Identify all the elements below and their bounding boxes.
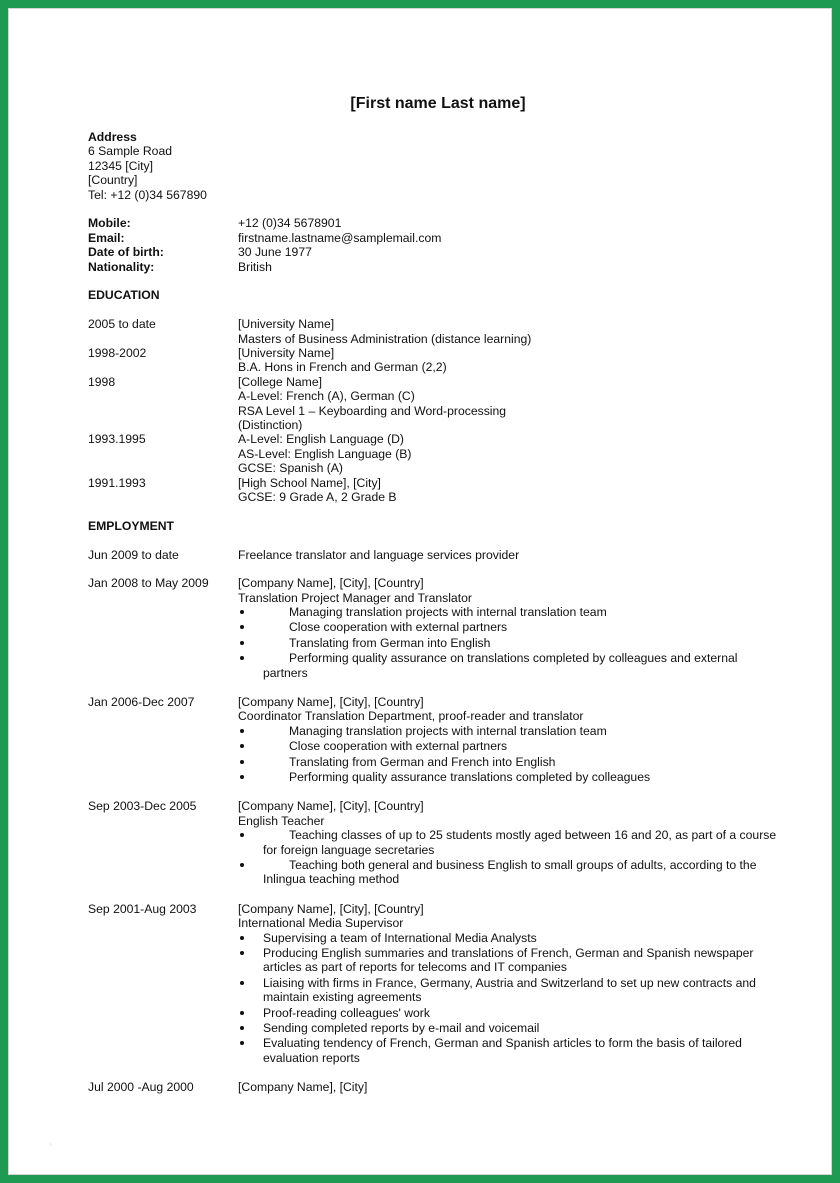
address-line: 12345 [City] [88,158,154,173]
bullet-text: Translating from German into English [289,635,491,650]
employment-details [238,1080,778,1094]
bullet-icon [238,976,263,1005]
bullet-text: Close cooperation with external partners [289,739,508,754]
address-line: [Country] [88,173,138,188]
employment-line: [Company Name], [City] [238,1080,368,1095]
bullet-icon [238,620,263,634]
bullet-icon [238,858,263,887]
education-entry [88,346,778,375]
contact-row [88,260,778,274]
bullet-text: Teaching both general and business English to small groups of adults, according to the Inlingua teaching method [263,858,757,887]
education-entry [88,317,778,346]
contact-row [88,231,778,245]
education-entry [88,375,778,433]
bullet-text: Managing translation projects with internal translation team [289,604,607,619]
bullet-item [238,636,778,650]
bullet-text: Liaising with firms in France, Germany, Austria and Switzerland to set up new contracts and maintain existing agreements [263,975,756,1005]
education-line: (Distinction) [238,418,303,433]
education-details [238,432,778,475]
employment-line: [Company Name], [City], [Country] [238,576,424,591]
education-line: B.A. Hons in French and German (2,2) [238,360,447,375]
education-date: 1993.1995 [88,432,146,447]
bullet-item [238,828,778,857]
bullet-text: Performing quality assurance on translations completed by colleagues and external partners [263,651,738,680]
employment-date: Sep 2001-Aug 2003 [88,901,197,916]
bullet-icon [238,931,263,945]
bullet-icon [238,946,263,975]
resume-content [88,94,778,1109]
contact-label: Nationality: [88,259,155,274]
bullet-item [238,931,778,945]
bullet-icon [238,1036,263,1065]
education-date: 2005 to date [88,317,156,332]
bullet-icon [238,1006,263,1020]
employment-entry [88,576,778,681]
employment-line: International Media Supervisor [238,916,404,931]
bullet-text: Managing translation projects with internal translation team [289,723,607,738]
education-line: [High School Name], [City] [238,475,381,490]
employment-line: [Company Name], [City], [Country] [238,799,424,814]
employment-heading: EMPLOYMENT [88,518,174,533]
bullet-icon [238,1021,263,1035]
education-line: Masters of Business Administration (distance learning) [238,331,532,346]
employment-list [88,548,778,1095]
contact-row [88,216,778,230]
bullet-icon [238,724,263,738]
employment-line: [Company Name], [City], [Country] [238,901,424,916]
education-details [238,346,778,375]
education-details [238,476,778,505]
bullet-item [238,976,778,1005]
employment-details [238,576,778,681]
employment-details [238,695,778,785]
address-block [88,130,778,202]
education-details [238,317,778,346]
employment-details [238,902,778,1066]
employment-date: Jul 2000 -Aug 2000 [88,1080,194,1095]
education-line: [University Name] [238,317,335,332]
employment-date: Jun 2009 to date [88,547,179,562]
contact-label: Mobile: [88,216,131,231]
contact-label: Date of birth: [88,245,164,260]
employment-line: Translation Project Manager and Translator [238,590,472,605]
bullet-icon [238,636,263,650]
bullet-text: Proof-reading colleagues' work [263,1005,430,1020]
contact-value: 30 June 1977 [238,245,312,260]
employment-details [238,799,778,887]
employment-entry [88,548,778,562]
education-date: 1998-2002 [88,346,147,361]
contact-block [88,216,778,274]
employment-line: Coordinator Translation Department, proof-reader and translator [238,709,584,724]
employment-line: Freelance translator and language services provider [238,547,520,562]
address-label: Address [88,130,137,144]
bullet-text: Producing English summaries and translations of French, German and Spanish newspaper articles as part of reports for telecoms and IT companies [263,946,754,975]
bullet-item [238,755,778,769]
contact-value: British [238,259,272,274]
bullet-item [238,605,778,619]
education-details [238,375,778,433]
education-line: GCSE: Spanish (A) [238,461,343,476]
bullet-icon [238,755,263,769]
employment-line: English Teacher [238,813,325,828]
bullet-item [238,770,778,784]
bullet-item [238,651,778,680]
employment-details [238,548,778,562]
education-line: [University Name] [238,346,335,361]
education-line: A-Level: English Language (D) [238,432,404,447]
bullet-text: Sending completed reports by e-mail and voicemail [263,1021,540,1036]
education-list [88,317,778,504]
bullet-item [238,1036,778,1065]
bullet-text: Supervising a team of International Media Analysts [263,930,537,945]
watermark-mark: ◦ [49,1140,52,1149]
bullet-text: Teaching classes of up to 25 students mostly aged between 16 and 20, as part of a course for foreign language secretaries [263,828,777,857]
employment-entry [88,799,778,887]
education-entry [88,476,778,505]
employment-date: Jan 2006-Dec 2007 [88,694,195,709]
contact-row [88,245,778,259]
bullet-item [238,858,778,887]
resume-page [8,8,832,1175]
bullet-icon [238,651,263,680]
education-line: [College Name] [238,374,322,389]
bullet-text: Evaluating tendency of French, German and Spanish articles to form the basis of tailored evaluation reports [263,1036,742,1065]
contact-label: Email: [88,230,125,245]
employment-date: Sep 2003-Dec 2005 [88,799,197,814]
bullet-item [238,620,778,634]
bullet-item [238,1006,778,1020]
bullet-text: Performing quality assurance translations completed by colleagues [289,769,651,784]
bullet-item [238,1021,778,1035]
address-line: 6 Sample Road [88,144,173,159]
education-entry [88,432,778,475]
contact-value: firstname.lastname@samplemail.com [238,230,442,245]
bullet-item [238,739,778,753]
bullet-item [238,946,778,975]
bullet-text: Close cooperation with external partners [289,620,508,635]
employment-date: Jan 2008 to May 2009 [88,576,209,591]
bullet-icon [238,828,263,857]
address-line: Tel: +12 (0)34 567890 [88,187,207,202]
education-line: RSA Level 1 – Keyboarding and Word-processing [238,403,507,418]
bullet-icon [238,770,263,784]
bullet-text: Translating from German and French into English [289,754,556,769]
bullet-icon [238,739,263,753]
education-line: AS-Level: English Language (B) [238,446,412,461]
employment-entry [88,902,778,1066]
education-line: GCSE: 9 Grade A, 2 Grade B [238,490,397,505]
education-heading: EDUCATION [88,288,160,303]
employment-entry [88,695,778,785]
bullet-icon [238,605,263,619]
education-date: 1998 [88,374,116,389]
contact-value: +12 (0)34 5678901 [238,216,342,231]
resume-title: [First name Last name] [350,95,526,112]
education-line: A-Level: French (A), German (C) [238,389,415,404]
employment-line: [Company Name], [City], [Country] [238,694,424,709]
bullet-item [238,724,778,738]
education-date: 1991.1993 [88,475,146,490]
employment-entry [88,1080,778,1094]
